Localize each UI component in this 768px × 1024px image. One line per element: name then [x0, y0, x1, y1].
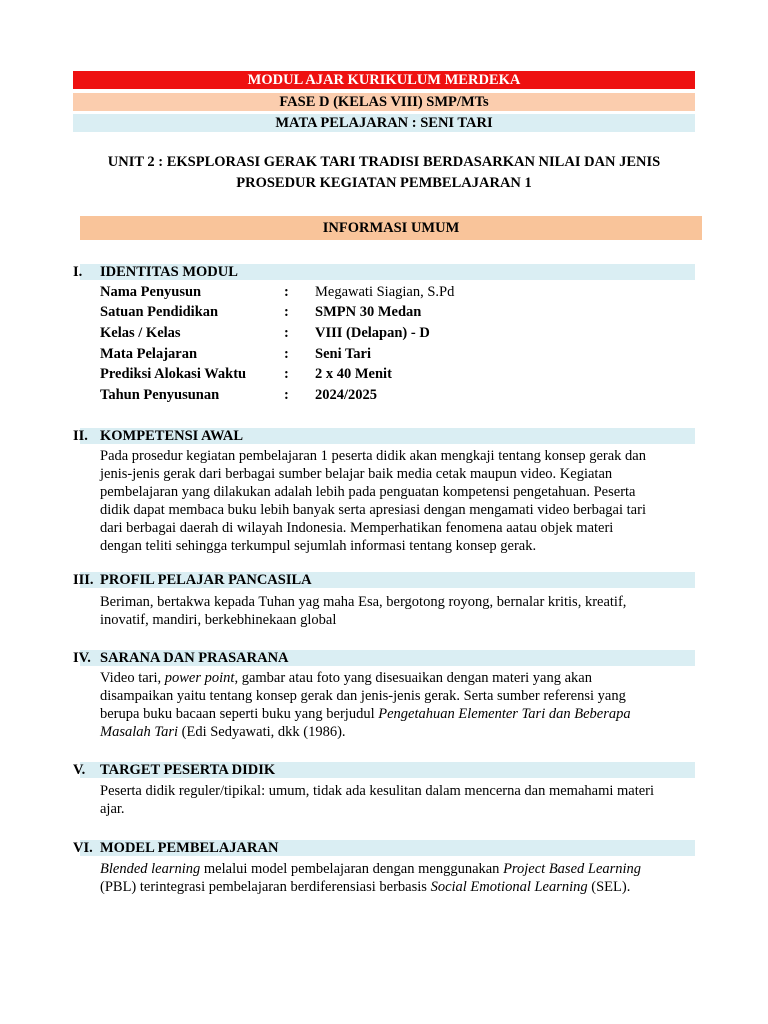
paragraph-line [100, 669, 700, 687]
profil-paragraph [100, 593, 700, 629]
section-title-kompetensi: KOMPETENSI AWAL [100, 428, 244, 444]
unit-title-line-2: PROSEDUR KEGIATAN PEMBELAJARAN 1 [236, 175, 532, 191]
section-title-sarana: SARANA DAN PRASARANA [100, 650, 289, 666]
identity-row [100, 364, 700, 384]
text-run: Video tari, [100, 670, 165, 686]
section-title-identitas: IDENTITAS MODUL [100, 264, 238, 280]
section-number: V. [73, 762, 86, 778]
paragraph-line: Pada prosedur kegiatan pembelajaran 1 peserta didik akan mengkaji tentang konsep gerak dan [100, 448, 646, 464]
model-paragraph [100, 860, 700, 896]
text-run-italic: power point [164, 670, 235, 686]
paragraph-line [100, 723, 700, 741]
text-run-italic: Social Emotional Learning [430, 879, 588, 895]
row-label: Satuan Pendidikan [100, 304, 219, 320]
row-label: Prediksi Alokasi Waktu [100, 366, 247, 382]
paragraph-line: ajar. [100, 801, 125, 817]
text-run: melalui model pembelajaran dengan menggunakan [200, 861, 504, 877]
phase-label: FASE D (KELAS VIII) SMP/MTs [279, 94, 489, 110]
text-run-italic: Project Based Learning [503, 861, 642, 877]
info-umum-title: INFORMASI UMUM [322, 220, 460, 236]
identity-row [100, 282, 700, 302]
row-colon: : [284, 366, 289, 382]
sarana-paragraph [100, 669, 700, 741]
section-number: I. [73, 264, 83, 280]
section-title-target: TARGET PESERTA DIDIK [100, 762, 276, 778]
title-band [73, 71, 695, 89]
row-label: Tahun Penyusunan [100, 387, 220, 403]
row-label: Mata Pelajaran [100, 346, 198, 362]
row-colon: : [284, 387, 289, 403]
row-value: Seni Tari [315, 346, 372, 362]
row-value: VIII (Delapan) - D [315, 325, 430, 341]
paragraph-line: didik dapat membaca buku lebih banyak serta apresiasi dengan mengamati video berbagai tari [100, 502, 646, 518]
section-title-model: MODEL PEMBELAJARAN [100, 840, 279, 856]
paragraph-line [100, 878, 700, 896]
subject-band [73, 114, 695, 132]
row-label: Nama Penyusun [100, 284, 202, 300]
phase-band [73, 93, 695, 111]
identity-row [100, 385, 700, 405]
row-colon: : [284, 284, 289, 300]
paragraph-line: dari berbagai daerah di wilayah Indonesia. Memperhatikan fenomena aatau objek materi [100, 520, 614, 536]
text-run: , gambar atau foto yang disesuaikan dengan materi yang akan [234, 670, 592, 686]
text-run: (Edi Sedyawati, dkk (1986). [178, 724, 346, 740]
row-colon: : [284, 346, 289, 362]
subject-label: MATA PELAJARAN : SENI TARI [275, 115, 493, 131]
info-umum-bar [80, 216, 702, 240]
paragraph-line: pembelajaran yang dilakukan adalah lebih pada penguatan kompetensi pengetahuan. Peserta [100, 484, 636, 500]
identity-row [100, 344, 700, 364]
paragraph-line [100, 860, 700, 878]
text-run-italic: Masalah Tari [100, 724, 179, 740]
row-value: 2024/2025 [315, 387, 378, 403]
text-run-italic: Pengetahuan Elementer Tari dan Beberapa [378, 706, 631, 722]
section-number: VI. [73, 840, 93, 856]
text-run: (SEL). [587, 879, 631, 895]
paragraph-line: Peserta didik reguler/tipikal: umum, tidak ada kesulitan dalam mencerna dan memahami materi [100, 783, 655, 799]
row-colon: : [284, 325, 289, 341]
section-title-profil: PROFIL PELAJAR PANCASILA [100, 572, 312, 588]
section-number: IV. [73, 650, 91, 666]
paragraph-line: Beriman, bertakwa kepada Tuhan yag maha Esa, bergotong royong, bernalar kritis, kreatif, [100, 594, 627, 610]
row-colon: : [284, 304, 289, 320]
section-number: II. [73, 428, 88, 444]
target-paragraph [100, 782, 700, 818]
row-value: SMPN 30 Medan [315, 304, 422, 320]
paragraph-line: jenis-jenis gerak dari berbagai sumber belajar baik media cetak maupun video. Kegiatan [100, 466, 613, 482]
paragraph-line: inovatif, mandiri, berkebhinekaan global [100, 612, 337, 628]
row-label: Kelas / Kelas [100, 325, 181, 341]
text-run: berupa buku bacaan seperti buku yang berjudul [100, 706, 379, 722]
unit-heading [73, 152, 695, 194]
text-run: (PBL) terintegrasi pembelajaran berdiferensiasi berbasis [100, 879, 431, 895]
row-value: Megawati Siagian, S.Pd [315, 284, 455, 300]
unit-title-line-1: UNIT 2 : EKSPLORASI GERAK TARI TRADISI BERDASARKAN NILAI DAN JENIS [107, 154, 661, 170]
identity-row [100, 323, 700, 343]
paragraph-line: disampaikan yaitu tentang konsep gerak dan jenis-jenis gerak. Serta sumber referensi yang [100, 688, 626, 704]
kompetensi-paragraph [100, 447, 700, 555]
row-value: 2 x 40 Menit [315, 366, 392, 382]
identity-row [100, 302, 700, 322]
section-number: III. [73, 572, 94, 588]
text-run-italic: Blended learning [100, 861, 201, 877]
paragraph-line: dengan teliti sehingga terkumpul sejumlah informasi tentang konsep gerak. [100, 538, 537, 554]
document-title: MODUL AJAR KURIKULUM MERDEKA [247, 72, 521, 88]
paragraph-line [100, 705, 700, 723]
